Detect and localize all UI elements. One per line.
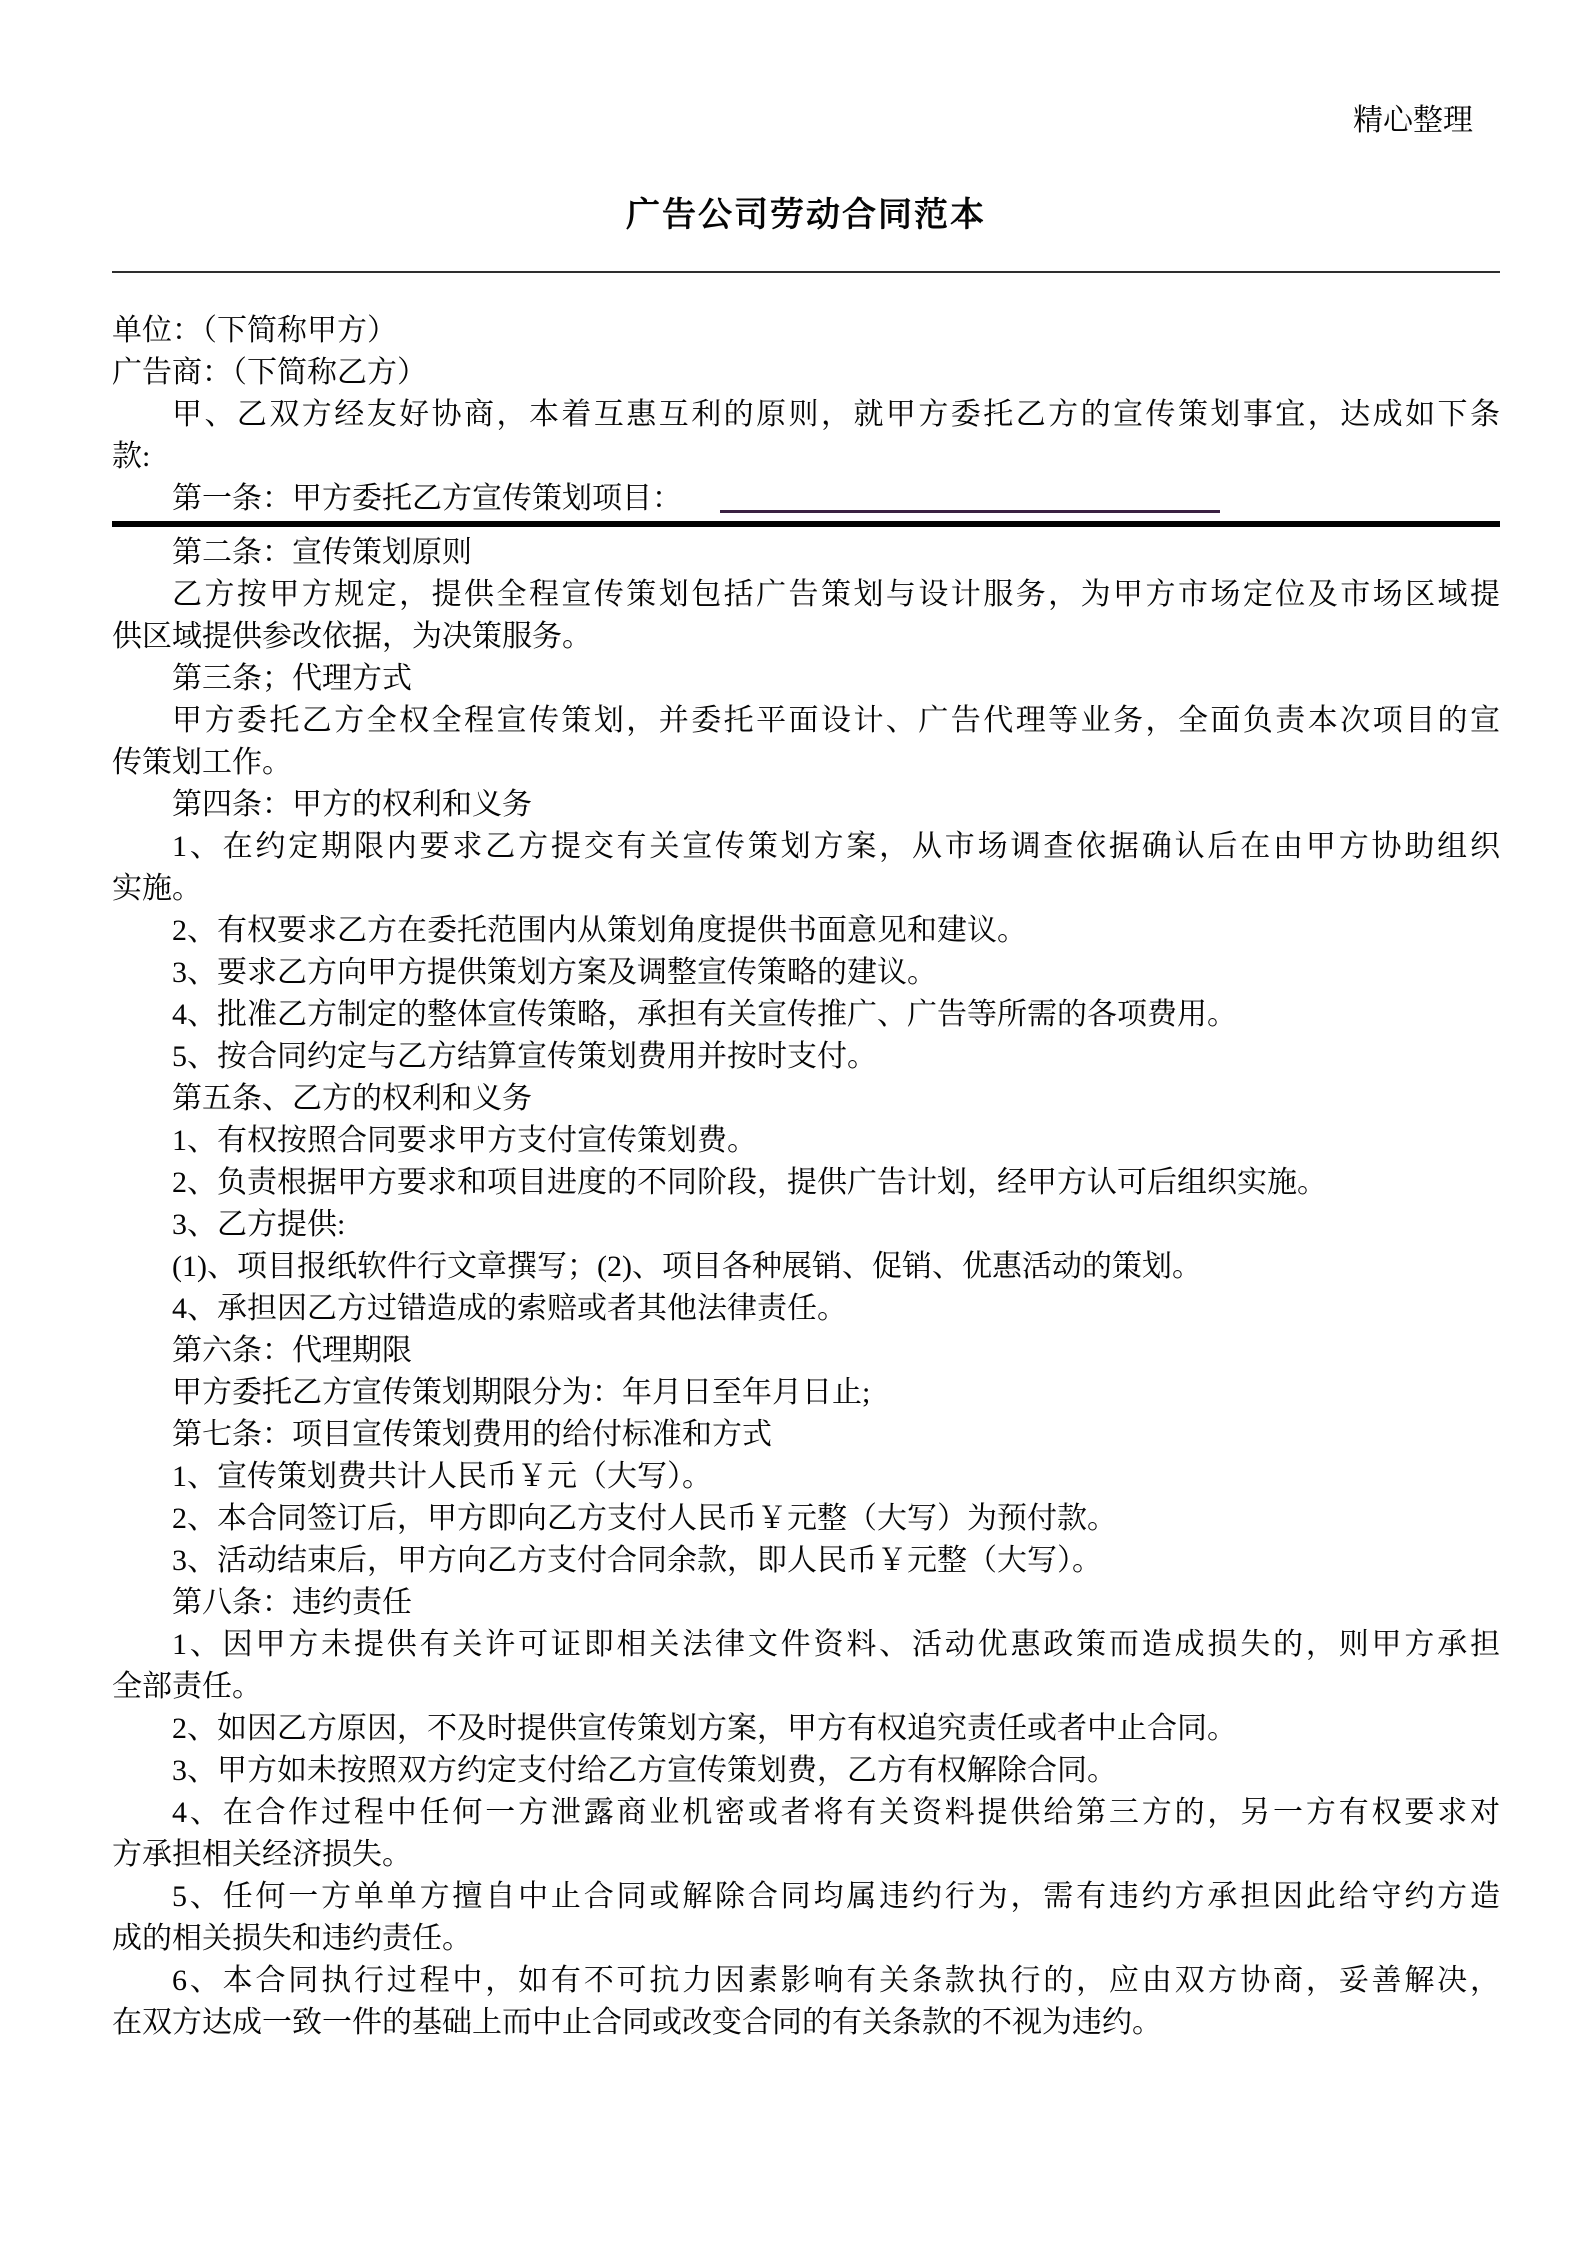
contract-line-text: 1、在约定期限内要求乙方提交有关宣传策划方案，从市场调查依据确认后在由甲方协助组织 (172, 830, 1500, 863)
contract-line (112, 1288, 1500, 1330)
contract-line (112, 994, 1500, 1036)
contract-line-text: 第六条：代理期限 (172, 1334, 412, 1367)
contract-line-text: 6、本合同执行过程中，如有不可抗力因素影响有关条款执行的，应由双方协商，妥善解决， (172, 1964, 1500, 1997)
contract-line (112, 1120, 1500, 1162)
contract-line (112, 658, 1500, 700)
contract-line-text: 3、要求乙方向甲方提供策划方案及调整宣传策略的建议。 (172, 956, 937, 989)
contract-line (112, 1582, 1500, 1624)
document-title: 广告公司劳动合同范本 (626, 197, 986, 234)
section-divider (112, 521, 1500, 527)
contract-line-text: 供区域提供参改依据，为决策服务。 (112, 620, 592, 653)
contract-line (112, 1750, 1500, 1792)
contract-line (112, 1792, 1500, 1834)
contract-line-text: 第二条：宣传策划原则 (172, 536, 472, 569)
contract-line (112, 784, 1500, 826)
contract-line (112, 1666, 1500, 1708)
contract-line-text: 第五条、乙方的权利和义务 (172, 1082, 532, 1115)
contract-line (112, 1204, 1500, 1246)
contract-line-text: 第三条；代理方式 (172, 662, 412, 695)
contract-line-text: 实施。 (112, 872, 202, 905)
contract-line-text: 2、负责根据甲方要求和项目进度的不同阶段，提供广告计划，经甲方认可后组织实施。 (172, 1166, 1327, 1199)
contract-line-text: 4、承担因乙方过错造成的索赔或者其他法律责任。 (172, 1292, 847, 1325)
contract-line-text: 甲方委托乙方宣传策划期限分为：年月日至年月日止; (172, 1376, 871, 1409)
page-content (0, 100, 1586, 2044)
contract-line (112, 700, 1500, 742)
contract-line (112, 742, 1500, 784)
contract-line-text: 3、甲方如未按照双方约定支付给乙方宣传策划费，乙方有权解除合同。 (172, 1754, 1117, 1787)
contract-line (112, 394, 1500, 436)
contract-line (112, 1540, 1500, 1582)
contract-line (112, 826, 1500, 868)
contract-line (112, 616, 1500, 658)
contract-line-text: 4、在合作过程中任何一方泄露商业机密或者将有关资料提供给第三方的，另一方有权要求对 (172, 1796, 1500, 1829)
contract-line (112, 1498, 1500, 1540)
contract-line (112, 1456, 1500, 1498)
contract-line (112, 574, 1500, 616)
contract-line-text: 广告商：（下简称乙方） (112, 356, 427, 389)
contract-line-text: 2、有权要求乙方在委托范围内从策划角度提供书面意见和建议。 (172, 914, 1027, 947)
contract-line (112, 532, 1500, 574)
contract-line-text: 2、本合同签订后，甲方即向乙方支付人民币￥元整（大写）为预付款。 (172, 1502, 1117, 1535)
contract-line (112, 1372, 1500, 1414)
contract-line-text: 乙方按甲方规定，提供全程宣传策划包括广告策划与设计服务，为甲方市场定位及市场区域提 (172, 578, 1500, 611)
contract-line-text: 第七条：项目宣传策划费用的给付标准和方式 (172, 1418, 772, 1451)
contract-line-text: 单位：（下简称甲方） (112, 314, 397, 347)
contract-line (112, 436, 1500, 478)
contract-line (112, 952, 1500, 994)
contract-line-text: 1、因甲方未提供有关许可证即相关法律文件资料、活动优惠政策而造成损失的，则甲方承担 (172, 1628, 1500, 1661)
contract-line-text: 第四条：甲方的权利和义务 (172, 788, 532, 821)
contract-line-text: 5、任何一方单单方擅自中止合同或解除合同均属违约行为，需有违约方承担因此给守约方造 (172, 1880, 1500, 1913)
contract-line (112, 1876, 1500, 1918)
contract-line-text: 第一条：甲方委托乙方宣传策划项目： (172, 482, 682, 515)
contract-line (112, 1918, 1500, 1960)
contract-line (112, 1036, 1500, 1078)
contract-line-text: 款: (112, 440, 151, 473)
contract-line (112, 478, 1500, 520)
contract-line (112, 868, 1500, 910)
document-body (112, 310, 1500, 2044)
contract-line (112, 910, 1500, 952)
contract-line (112, 1960, 1500, 2002)
contract-line (112, 2002, 1500, 2044)
contract-line (112, 1834, 1500, 1876)
blank-underline-field (720, 480, 1220, 513)
contract-line-text: 5、按合同约定与乙方结算宣传策划费用并按时支付。 (172, 1040, 877, 1073)
contract-line-text: 全部责任。 (112, 1670, 262, 1703)
contract-line (112, 1624, 1500, 1666)
contract-line-text: 2、如因乙方原因，不及时提供宣传策划方案，甲方有权追究责任或者中止合同。 (172, 1712, 1237, 1745)
contract-line (112, 352, 1500, 394)
contract-line (112, 1330, 1500, 1372)
contract-line-text: 1、有权按照合同要求甲方支付宣传策划费。 (172, 1124, 757, 1157)
contract-line-text: 1、宣传策划费共计人民币￥元（大写）。 (172, 1460, 712, 1493)
contract-line (112, 1414, 1500, 1456)
watermark-label: 精心整理 (1353, 104, 1473, 137)
contract-line (112, 310, 1500, 352)
contract-line-text: 在双方达成一致一件的基础上而中止合同或改变合同的有关条款的不视为违约。 (112, 2006, 1162, 2039)
contract-line-text: (1)、项目报纸软件行文章撰写；(2)、项目各种展销、促销、优惠活动的策划。 (172, 1250, 1202, 1283)
contract-line (112, 1078, 1500, 1120)
contract-line-text: 甲、乙双方经友好协商，本着互惠互利的原则，就甲方委托乙方的宣传策划事宜，达成如下条 (172, 398, 1500, 431)
contract-line-text: 3、活动结束后，甲方向乙方支付合同余款，即人民币￥元整（大写）。 (172, 1544, 1102, 1577)
contract-line-text: 方承担相关经济损失。 (112, 1838, 412, 1871)
contract-line-text: 3、乙方提供: (172, 1208, 346, 1241)
contract-line (112, 1162, 1500, 1204)
contract-line-text: 第八条：违约责任 (172, 1586, 412, 1619)
contract-line-text: 传策划工作。 (112, 746, 292, 779)
contract-line-text: 甲方委托乙方全权全程宣传策划，并委托平面设计、广告代理等业务，全面负责本次项目的宣 (172, 704, 1500, 737)
contract-line (112, 1246, 1500, 1288)
title-rule (112, 271, 1500, 273)
contract-line (112, 1708, 1500, 1750)
contract-line-text: 成的相关损失和违约责任。 (112, 1922, 472, 1955)
contract-line-text: 4、批准乙方制定的整体宣传策略，承担有关宣传推广、广告等所需的各项费用。 (172, 998, 1237, 1031)
